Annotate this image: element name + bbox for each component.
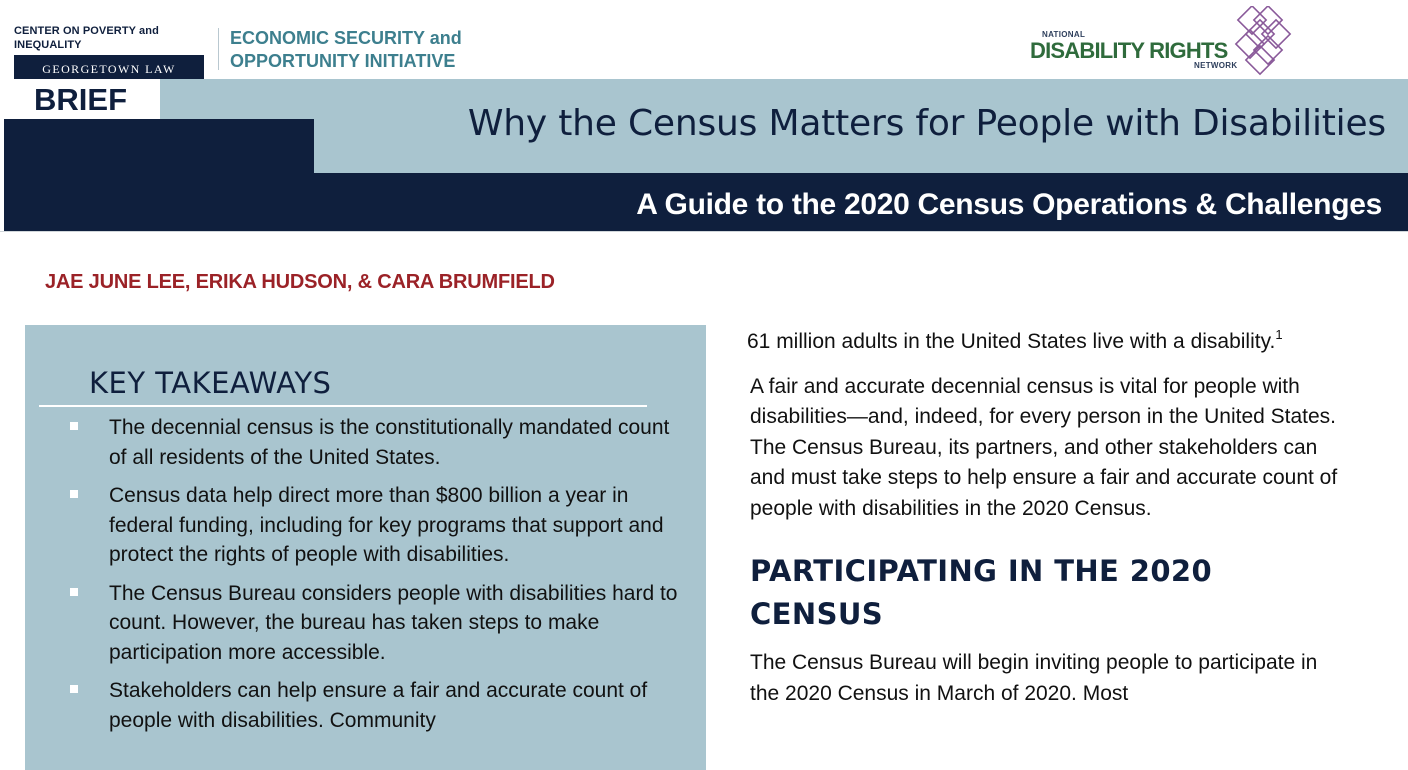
section-heading: PARTICIPATING IN THE 2020 CENSUS: [750, 554, 1213, 631]
square-bullet-icon: [70, 588, 78, 596]
esoi-line-2: OPPORTUNITY INITIATIVE: [230, 51, 456, 71]
list-item: [70, 579, 690, 668]
key-takeaways-rule: [39, 405, 647, 407]
ndrn-main-text: DISABILITY RIGHTS: [1030, 38, 1228, 63]
ndrn-national-text: NATIONAL: [1042, 30, 1086, 39]
header-divider: [0, 231, 1408, 232]
footnote-ref[interactable]: 1: [1275, 327, 1283, 342]
takeaway-text: Census data help direct more than $800 billion a year in federal funding, including for key programs that support and protect the rights of people with disabilities.: [109, 484, 664, 566]
cpi-logo-bottom-text: GEORGETOWN LAW: [14, 55, 204, 83]
key-takeaways-list: [70, 413, 690, 744]
square-bullet-icon: [70, 422, 78, 430]
georgetown-cpi-logo: [14, 24, 206, 83]
cpi-logo-top-text: CENTER ON POVERTY and INEQUALITY: [14, 25, 159, 51]
ndrn-logo: [1030, 6, 1310, 80]
body-paragraph-2: The Census Bureau will begin inviting people to participate in the 2020 Census in March of 2020. Most: [750, 651, 1318, 705]
esoi-logo: [230, 27, 462, 73]
logo-divider: [218, 28, 219, 70]
list-item: [70, 481, 690, 570]
authors-line: JAE JUNE LEE, ERIKA HUDSON, & CARA BRUMFIELD: [45, 271, 555, 293]
right-column: [747, 327, 1347, 709]
intro-text: 61 million adults in the United States live with a disability.: [747, 330, 1276, 353]
body-paragraph: A fair and accurate decennial census is vital for people with disabilities—and, indeed, for every person in the United States. The Census Bureau, its partners, and other stakeholders can and must take steps to help ensure a fair and accurate count of people with disabilities in the 2020 Census.: [750, 374, 1338, 520]
takeaway-text: Stakeholders can help ensure a fair and accurate count of people with disabilities. Community: [109, 679, 648, 732]
list-item: [70, 413, 690, 472]
square-bullet-icon: [70, 685, 78, 693]
brief-label: BRIEF: [34, 82, 127, 117]
square-bullet-icon: [70, 490, 78, 498]
page-title: Why the Census Matters for People with Disabilities: [467, 103, 1386, 144]
list-item: [70, 676, 690, 735]
intro-paragraph: [747, 327, 1347, 358]
esoi-line-1: ECONOMIC SECURITY and: [230, 28, 462, 48]
left-navy-block: [4, 119, 314, 231]
page-subtitle: A Guide to the 2020 Census Operations & Challenges: [636, 188, 1382, 221]
ndrn-network-text: NETWORK: [1194, 61, 1238, 70]
key-takeaways-heading: KEY TAKEAWAYS: [89, 366, 332, 400]
takeaway-text: The Census Bureau considers people with disabilities hard to count. However, the bureau has taken steps to make participation more accessible.: [109, 581, 678, 664]
ndrn-diamond-icon: [1220, 6, 1300, 80]
takeaway-text: The decennial census is the constitutionally mandated count of all residents of the United States.: [109, 416, 670, 469]
